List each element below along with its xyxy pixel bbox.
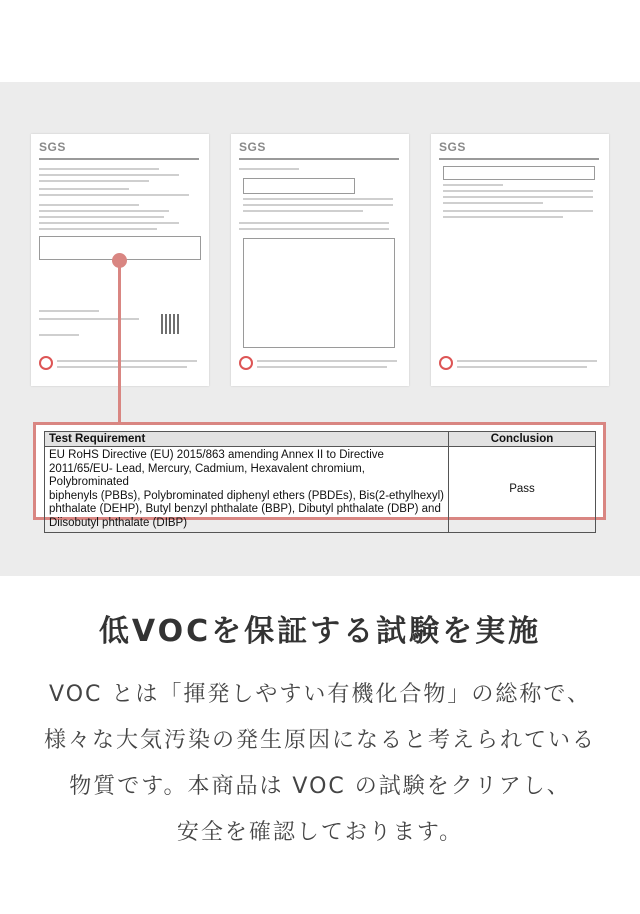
report-page-3 xyxy=(431,134,609,386)
qr-code-icon xyxy=(161,314,181,334)
conclusion-header: Conclusion xyxy=(449,432,596,447)
body-line: 様々な大気汚染の発生原因になると考えられている xyxy=(43,728,596,753)
test-requirement-table xyxy=(44,431,596,533)
sgs-logo: SGS xyxy=(39,140,66,154)
callout-dot xyxy=(112,253,127,268)
body-line: 物質です。本商品は VOC の試験をクリアし、 xyxy=(69,774,571,799)
seal-icon xyxy=(439,356,453,370)
body-line: 安全を確認しております。 xyxy=(176,820,464,845)
body-line: VOC とは「揮発しやすい有機化合物」の総称で、 xyxy=(49,682,591,707)
seal-icon xyxy=(39,356,53,370)
callout-connector xyxy=(118,259,121,423)
requirement-header: Test Requirement xyxy=(45,432,449,447)
conclusion-value: Pass xyxy=(449,447,596,533)
sgs-logo: SGS xyxy=(239,140,266,154)
report-page-2 xyxy=(231,134,409,386)
section-heading: 低VOCを保証する試験を実施 xyxy=(98,614,542,649)
requirement-text: EU RoHS Directive (EU) 2015/863 amending Annex II to Directive 2011/65/EU- Lead, Mercury, Cadmium, Hexavalent chromium, Polybrominated biphenyls (PBBs), Polybrominated diphenyl ethers (PBDEs), Bis(2-ethylhexyl) phthalate (DEHP), Butyl benzyl phthalate (BBP), Dibutyl phthalate (DBP) and Diisobutyl phthalate (DIBP) xyxy=(45,447,449,533)
body-text xyxy=(0,672,640,856)
sgs-logo: SGS xyxy=(439,140,466,154)
test-requirement-callout xyxy=(33,422,606,529)
seal-icon xyxy=(239,356,253,370)
